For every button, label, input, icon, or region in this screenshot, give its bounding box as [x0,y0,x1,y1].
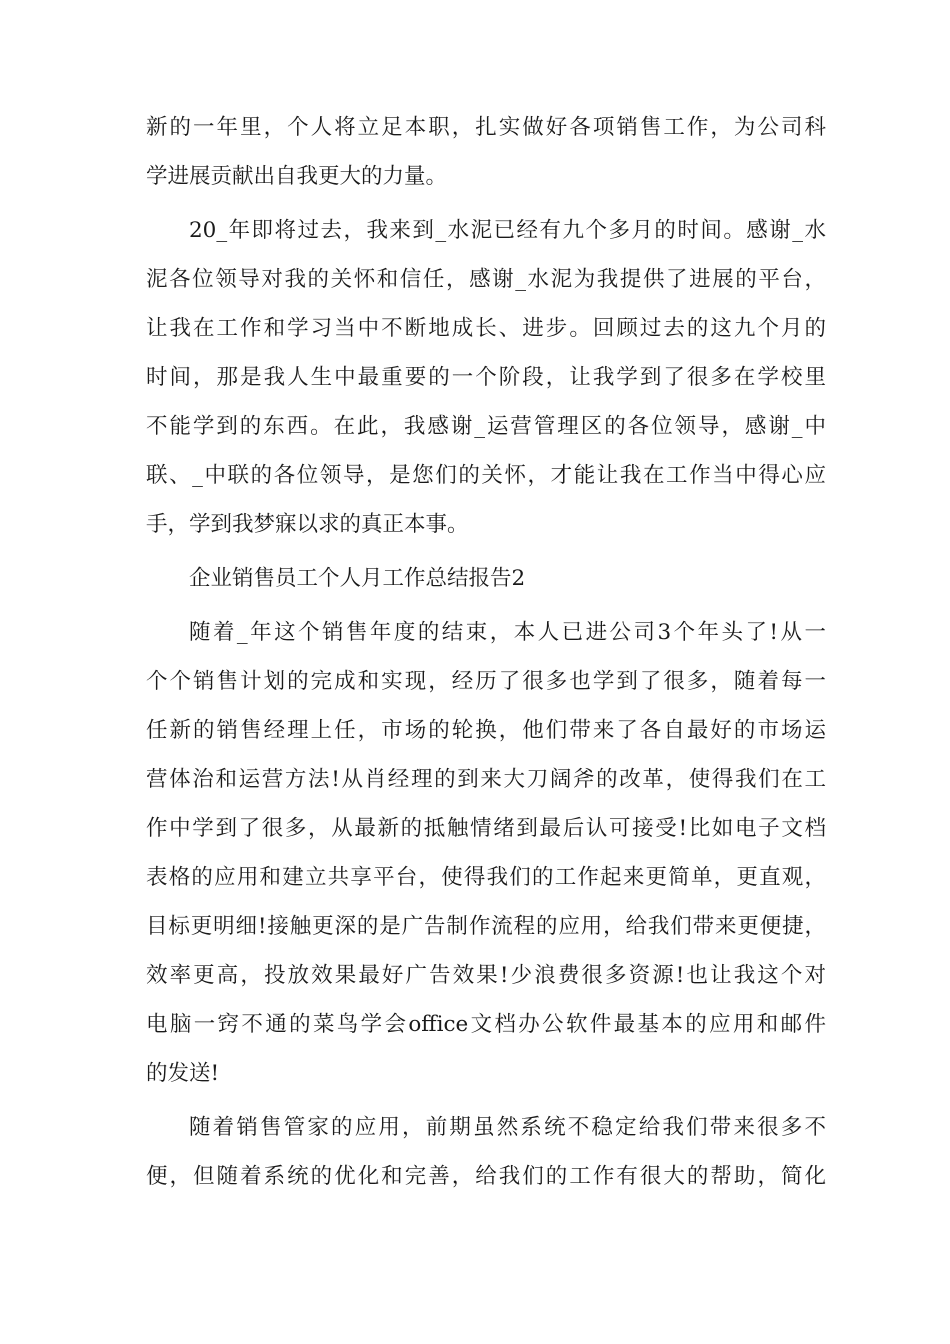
text-line: 随着_年这个销售年度的结束，本人已进公司3个年头了!从一 [189,620,826,645]
document-body [146,103,826,1201]
text-line: 作中学到了很多，从最新的抵触情绪到最后认可接受!比如电子文档 [146,816,826,841]
text-line: 任新的销售经理上任，市场的轮换，他们带来了各自最好的市场运 [146,718,826,743]
text-line: 目标更明细!接触更深的是广告制作流程的应用，给我们带来更便捷， [146,914,826,939]
text-line: 个个销售计划的完成和实现，经历了很多也学到了很多，随着每一 [146,669,826,694]
text-line: 手，学到我梦寐以求的真正本事。 [146,512,469,537]
text-line: 电脑一窍不通的菜鸟学会office文档办公软件最基本的应用和邮件 [146,1012,826,1037]
text-line: 的发送! [146,1061,220,1086]
text-line: 让我在工作和学习当中不断地成长、进步。回顾过去的这九个月的 [146,316,826,341]
text-line: 泥各位领导对我的关怀和信任，感谢_水泥为我提供了进展的平台， [146,267,826,292]
text-line: 时间，那是我人生中最重要的一个阶段，让我学到了很多在学校里 [146,365,826,390]
text-line: 随着销售管家的应用，前期虽然系统不稳定给我们带来很多不 [189,1115,826,1140]
text-line: 表格的应用和建立共享平台，使得我们的工作起来更简单，更直观， [146,865,826,890]
section-heading: 企业销售员工个人月工作总结报告2 [189,566,526,591]
text-line: 20_年即将过去，我来到_水泥已经有九个多月的时间。感谢_水 [189,218,826,243]
text-line: 效率更高，投放效果最好广告效果!少浪费很多资源!也让我这个对 [146,963,826,988]
text-line: 学进展贡献出自我更大的力量。 [146,164,448,189]
text-line: 联、_中联的各位领导，是您们的关怀，才能让我在工作当中得心应 [146,463,826,488]
text-line: 不能学到的东西。在此，我感谢_运营管理区的各位领导，感谢_中 [146,414,826,439]
text-line: 便，但随着系统的优化和完善，给我们的工作有很大的帮助，简化 [146,1164,826,1189]
text-line: 新的一年里，个人将立足本职，扎实做好各项销售工作，为公司科 [146,115,826,140]
text-line: 营体治和运营方法!从肖经理的到来大刀阔斧的改革，使得我们在工 [146,767,826,792]
